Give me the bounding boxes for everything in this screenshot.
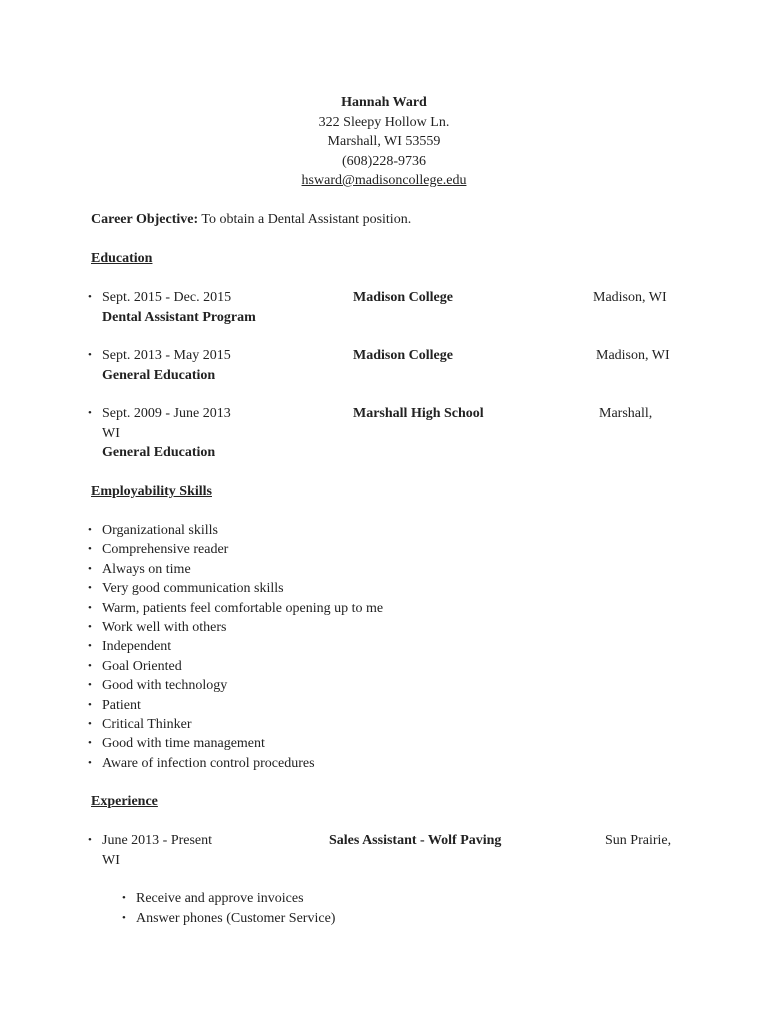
skill-item: Good with time management (102, 736, 265, 751)
education-heading: Education (91, 251, 153, 266)
skill-item: Aware of infection control procedures (102, 756, 315, 771)
experience-location: Sun Prairie, (605, 833, 672, 848)
bullet: • (122, 912, 126, 924)
education-location-wrap: WI (102, 426, 120, 441)
bullet: • (88, 699, 92, 711)
skill-item: Comprehensive reader (102, 542, 229, 557)
skill-item: Goal Oriented (102, 659, 182, 674)
skill-item: Patient (102, 698, 141, 713)
bullet: • (88, 407, 92, 419)
education-program: General Education (102, 368, 216, 383)
skill-item: Very good communication skills (102, 581, 284, 596)
bullet: • (88, 582, 92, 594)
bullet: • (88, 543, 92, 555)
education-location: Marshall, (599, 406, 653, 421)
skill-item: Independent (102, 639, 172, 654)
skill-item: Organizational skills (102, 523, 218, 538)
education-school: Madison College (353, 290, 453, 305)
objective-label: Career Objective: (91, 212, 199, 227)
bullet: • (88, 660, 92, 672)
skills-heading: Employability Skills (91, 484, 212, 499)
bullet: • (88, 679, 92, 691)
bullet: • (88, 640, 92, 652)
bullet: • (88, 349, 92, 361)
duty-item: Receive and approve invoices (136, 891, 304, 906)
duty-item: Answer phones (Customer Service) (136, 911, 336, 926)
education-location: Madison, WI (596, 348, 670, 363)
skill-item: Warm, patients feel comfortable opening up to me (102, 601, 384, 616)
education-dates: Sept. 2015 - Dec. 2015 (102, 290, 232, 305)
applicant-name: Hannah Ward (341, 95, 427, 110)
education-location: Madison, WI (593, 290, 667, 305)
bullet: • (88, 524, 92, 536)
skill-item: Critical Thinker (102, 717, 192, 732)
bullet: • (88, 718, 92, 730)
skill-item: Always on time (102, 562, 191, 577)
address-line-1: 322 Sleepy Hollow Ln. (318, 115, 450, 130)
experience-location-wrap: WI (102, 853, 120, 868)
experience-heading: Experience (91, 794, 158, 809)
bullet: • (88, 757, 92, 769)
skill-item: Good with technology (102, 678, 228, 693)
education-dates: Sept. 2013 - May 2015 (102, 348, 231, 363)
skill-item: Work well with others (102, 620, 227, 635)
email-container (0, 171, 768, 191)
address-line-2: Marshall, WI 53559 (327, 134, 441, 149)
bullet: • (88, 602, 92, 614)
bullet: • (88, 563, 92, 575)
career-objective (91, 210, 411, 230)
bullet: • (88, 621, 92, 633)
education-school: Marshall High School (353, 406, 484, 421)
email-link[interactable]: hsward@madisoncollege.edu (301, 173, 467, 188)
objective-text: To obtain a Dental Assistant position. (201, 212, 412, 227)
bullet: • (88, 291, 92, 303)
bullet: • (88, 834, 92, 846)
experience-title: Sales Assistant - Wolf Paving (329, 833, 502, 848)
education-program: General Education (102, 445, 216, 460)
bullet: • (88, 737, 92, 749)
phone-number: (608)228-9736 (342, 154, 426, 169)
bullet: • (122, 892, 126, 904)
education-dates: Sept. 2009 - June 2013 (102, 406, 231, 421)
experience-dates: June 2013 - Present (102, 833, 213, 848)
education-program: Dental Assistant Program (102, 310, 256, 325)
education-school: Madison College (353, 348, 453, 363)
